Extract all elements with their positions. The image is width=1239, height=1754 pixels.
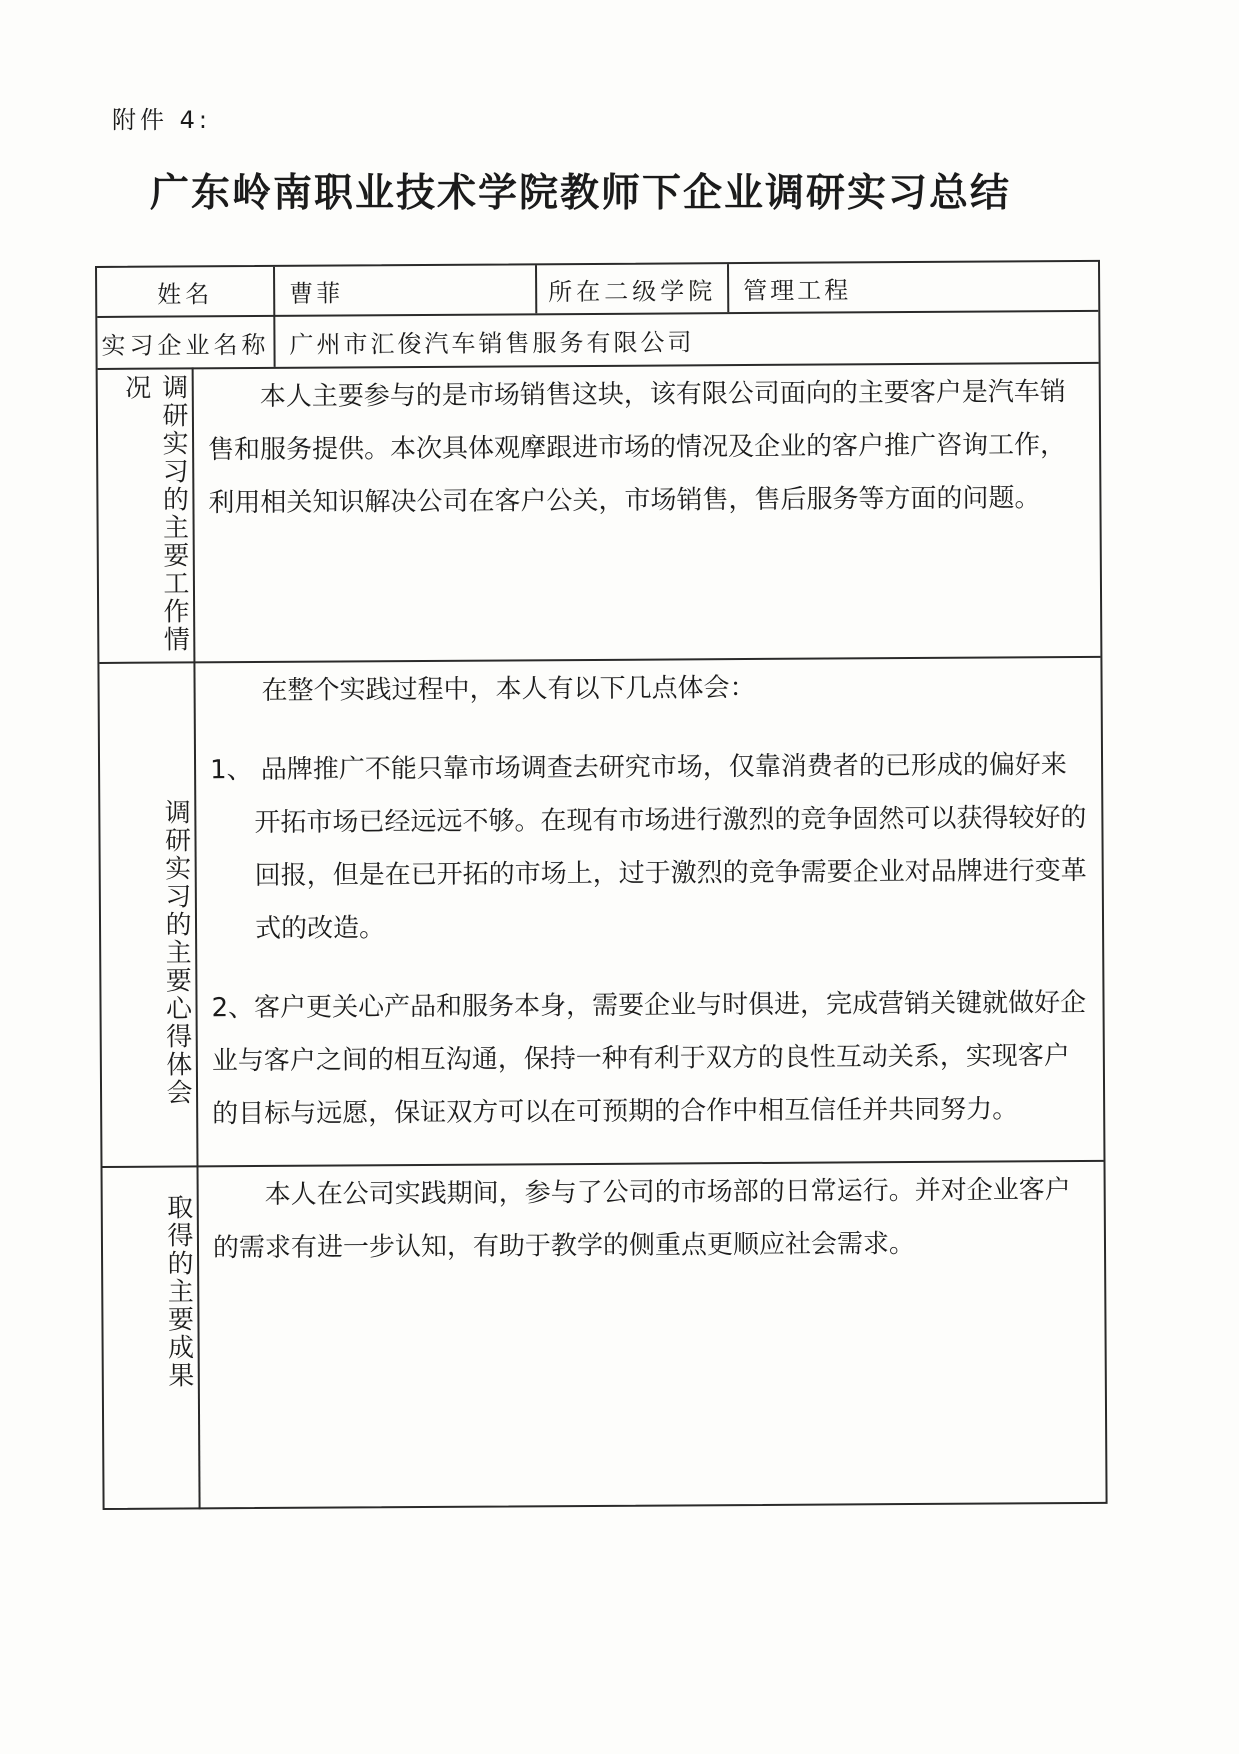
result-label: 取得的主要成果: [162, 1193, 194, 1390]
name-label: 姓名: [157, 279, 214, 309]
company-value: 广州市汇俊汽车销售服务有限公司: [289, 327, 695, 359]
page-title: 广东岭南职业技术学院教师下企业调研实习总结: [150, 171, 1012, 216]
name-value: 曹菲: [289, 278, 344, 308]
summary-form-table: [95, 260, 1108, 1510]
insight-item-1: 1、 品牌推广不能只靠市场调查去研究市场，仅靠消费者的已形成的偏好来开拓市场已经远远不够。在现有市场进行激烈的竞争固然可以获得较好的回报，但是在已开拓的市场上，过于激烈的竞争需要企业对品牌进行变革式的改造。: [209, 750, 1087, 945]
college-value: 管理工程: [743, 275, 852, 305]
work-label: 调研实习的主要工作情况: [120, 373, 190, 654]
attachment-label: 附件 4:: [112, 106, 211, 134]
insight-item-2: 2、客户更关心产品和服务本身，需要企业与时俱进，完成营销关键就做好企业与客户之间的相互沟通，保持一种有利于双方的良性互动关系，实现客户的目标与远愿，保证双方可以在可预期的合作中相互信任并共同努力。: [211, 987, 1087, 1130]
company-label: 实习企业名称: [101, 330, 270, 360]
insight-intro: 在整个实践过程中，本人有以下几点体会：: [261, 672, 756, 706]
insight-label: 调研实习的主要心得体会: [160, 798, 193, 1107]
college-label: 所在二级学院: [548, 276, 717, 306]
insight-section: [195, 660, 1103, 1166]
result-text: 本人在公司实践期间，参与了公司的市场部的日常运行。并对企业客户的需求有进一步认知，有助于教学的侧重点更顺应社会需求。: [212, 1175, 1071, 1264]
result-section: [199, 1164, 1106, 1506]
work-section: [194, 366, 1101, 662]
work-text: 本人主要参与的是市场销售这块，该有限公司面向的主要客户是汽车销售和服务提供。本次具体观摩跟进市场的情况及企业的客户推广咨询工作，利用相关知识解决公司在客户公关，市场销售，售后服务等方面的问题。: [208, 377, 1067, 519]
